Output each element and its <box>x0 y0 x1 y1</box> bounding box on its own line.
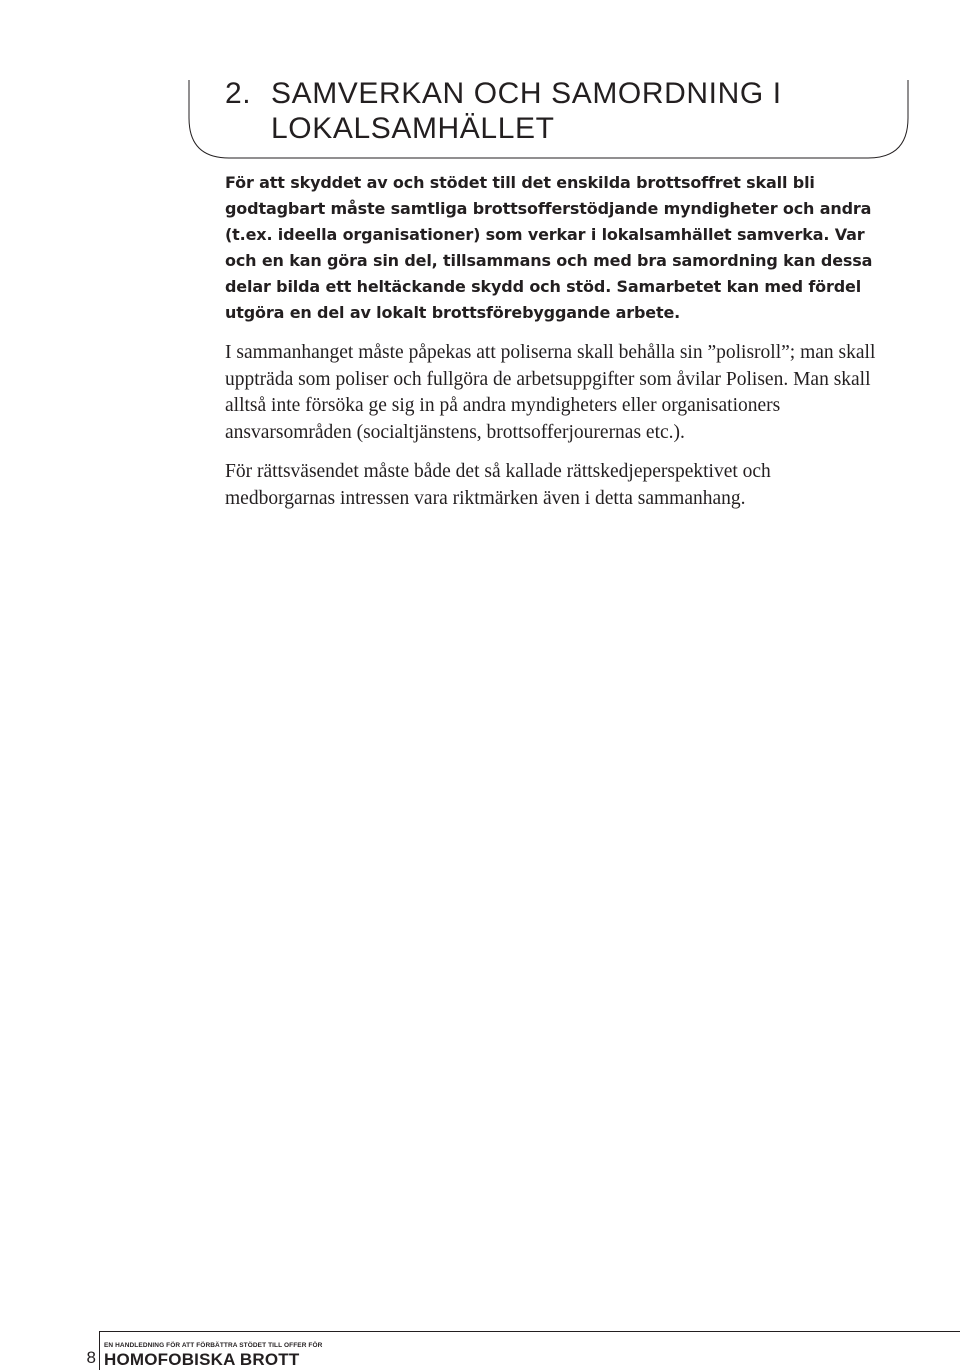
lead-paragraph: För att skyddet av och stödet till det enskilda brottsoffret skall bli godtagbart måste samtliga brottsofferstödjande myndigheter och andra (t.ex. ideella organisationer) som verkar i lokalsamhället samverka. Var och en kan göra sin del, tillsammans och med bra samordning kan dessa delar bilda ett heltäckande skydd och stöd. Samarbetet kan med fördel utgöra en del av lokalt brottsförebyggande arbete. <box>225 173 873 322</box>
body-paragraph-1: I sammanhanget måste påpekas att poliserna skall behålla sin ”polisroll”; man skall uppträda som poliser och fullgöra de arbetsuppgifter som åvilar Polisen. Man skall alltså inte försöka ge sig in på andra myndigheters eller organisationers ansvarsområden (socialtjänstens, brottsofferjourernas etc.). <box>225 342 876 443</box>
section-number: 2. <box>225 77 252 110</box>
footer-subtitle: EN HANDLEDNING FÖR ATT FÖRBÄTTRA STÖDET TILL OFFER FÖR <box>104 1342 323 1349</box>
footer-title: HOMOFOBISKA BROTT <box>104 1350 300 1369</box>
section-title-line2: LOKALSAMHÄLLET <box>271 112 555 145</box>
section-title-line1: SAMVERKAN OCH SAMORDNING I <box>271 77 782 110</box>
page-number: 8 <box>86 1348 96 1367</box>
section-heading <box>225 76 885 146</box>
body-paragraph-2: För rättsväsendet måste både det så kallade rättskedjeperspektivet och medborgarnas intressen vara riktmärken även i detta sammanhang. <box>225 461 771 509</box>
footer-rule <box>100 1331 960 1332</box>
footer-divider <box>99 1331 100 1370</box>
